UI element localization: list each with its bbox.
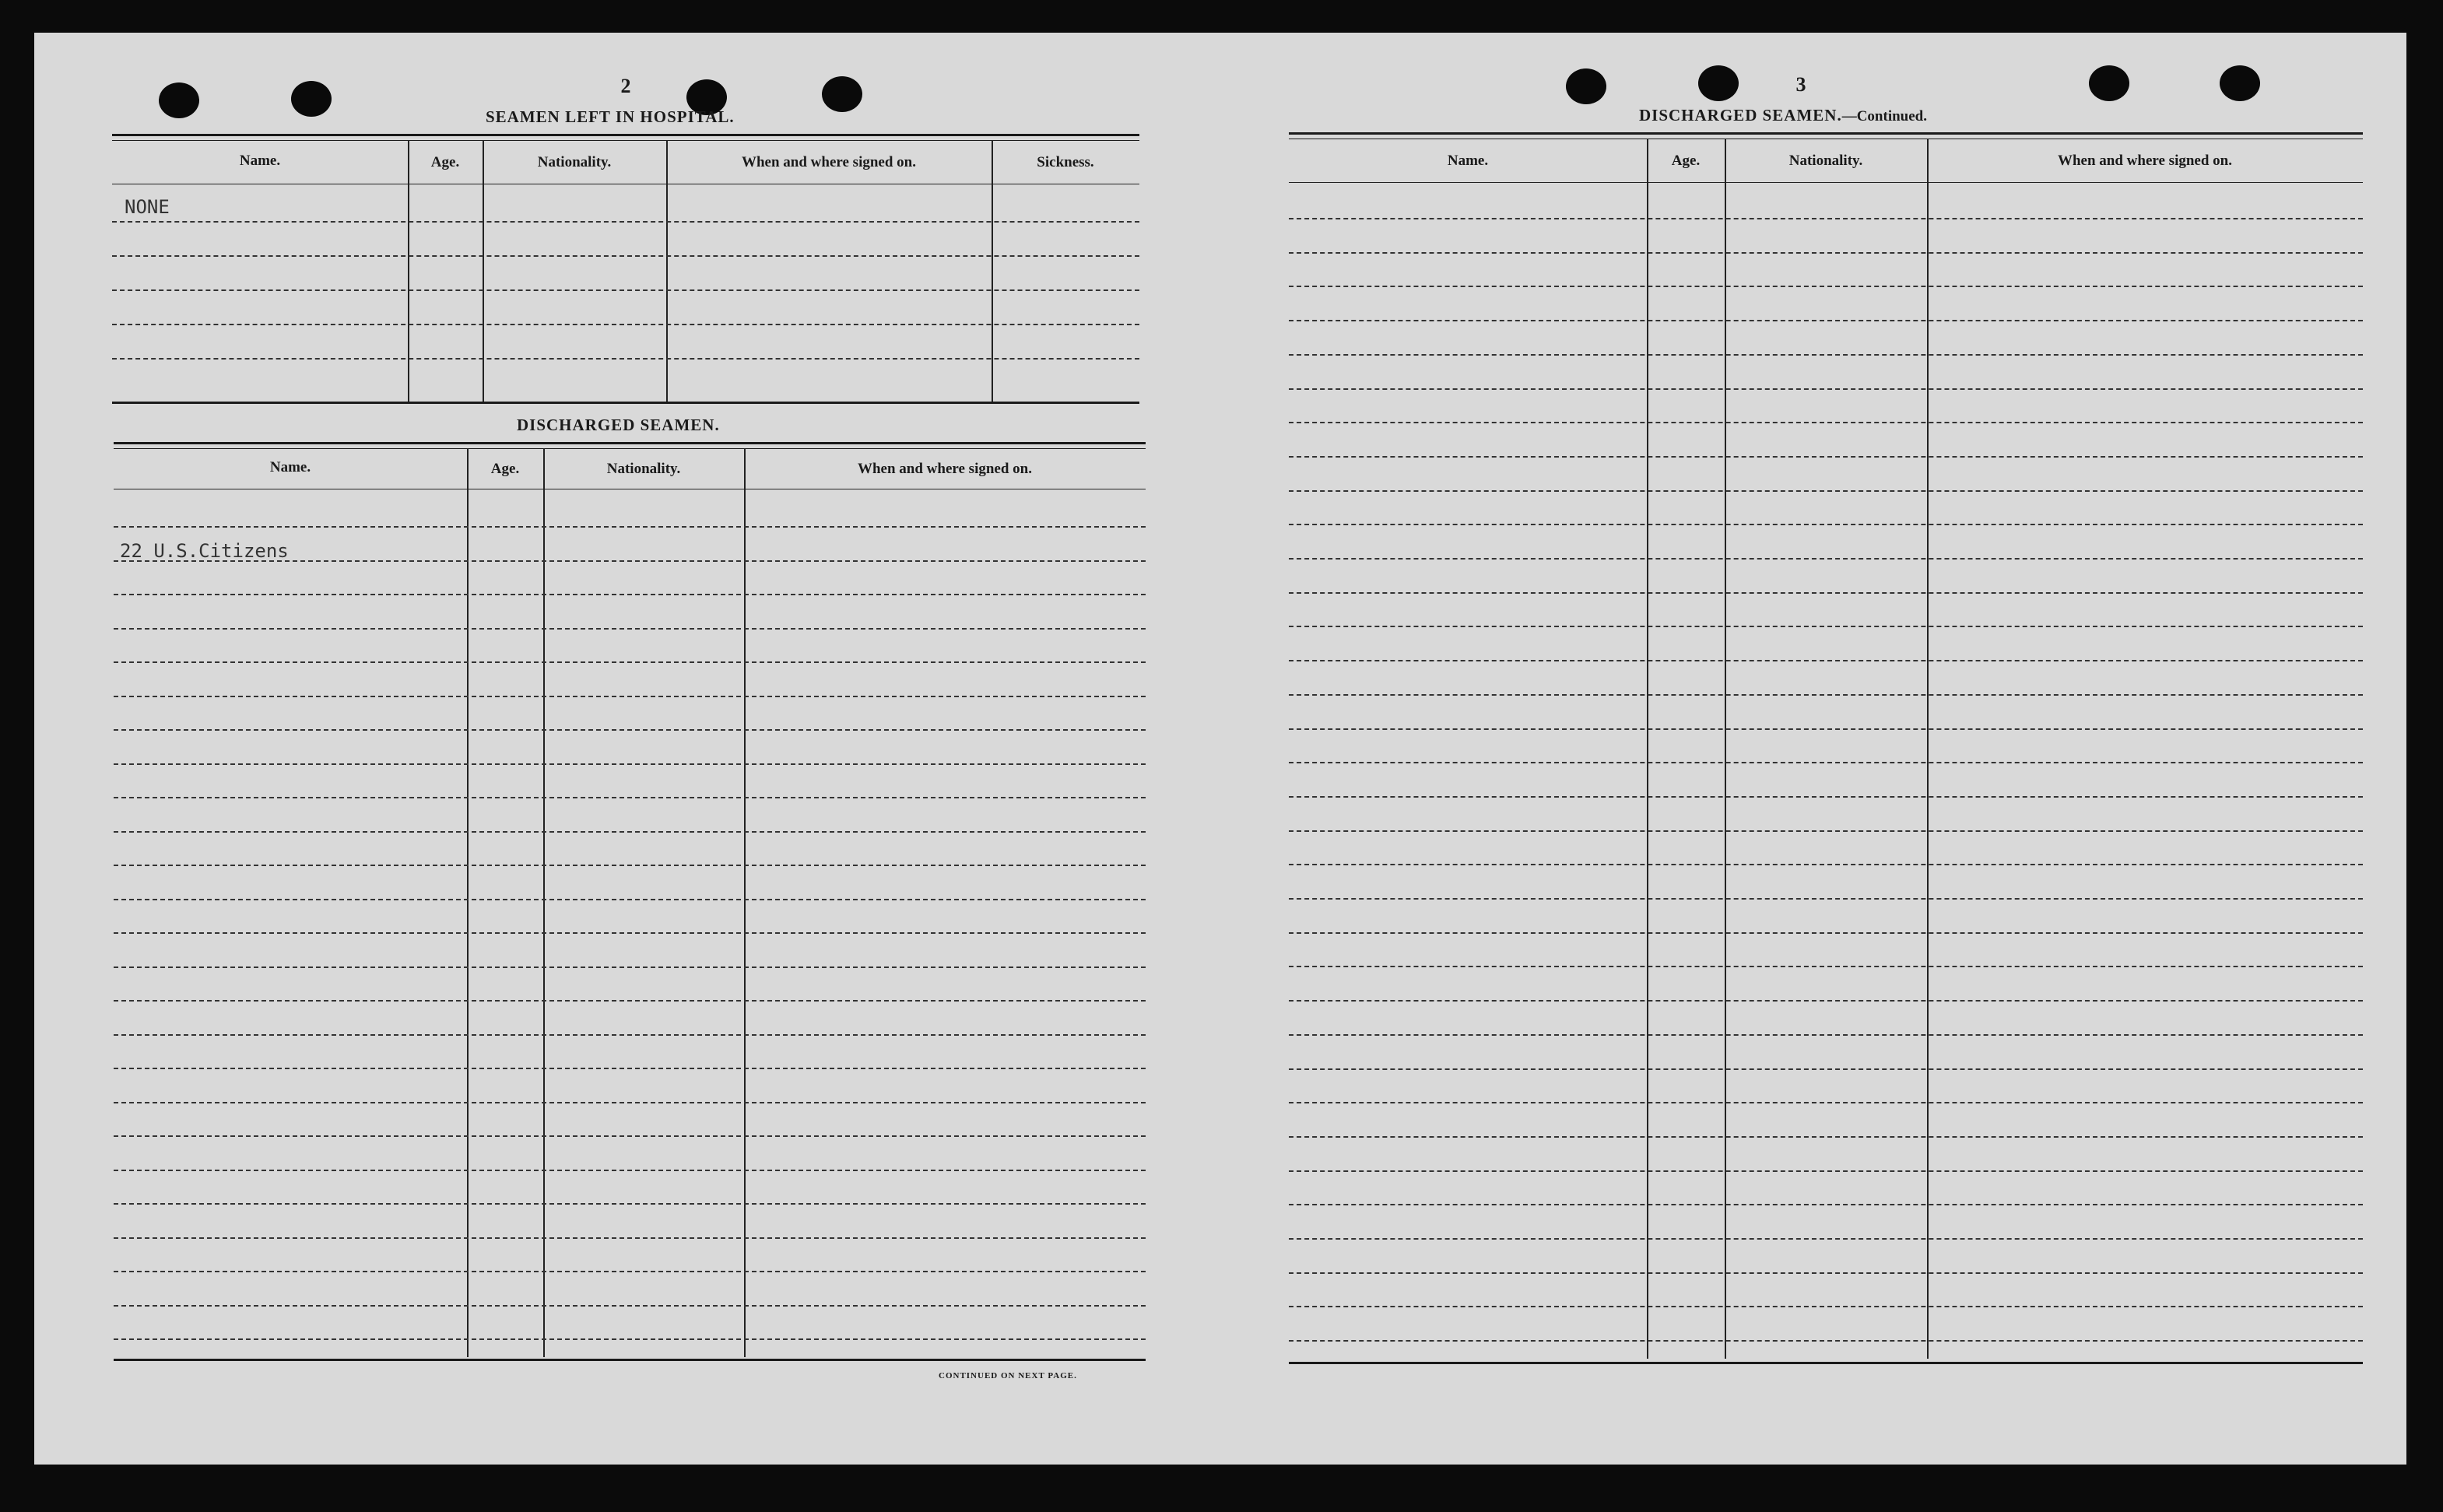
col-header-when-where: When and where signed on. (857, 461, 1032, 477)
ruled-row (114, 1271, 1146, 1272)
discharged-continued-title (1639, 106, 1927, 125)
ruled-row (1289, 524, 2363, 525)
page-number-right: 3 (1795, 73, 1806, 96)
ruled-row (114, 696, 1146, 697)
col-header-nationality: Nationality. (537, 154, 612, 170)
ruled-row (1289, 218, 2363, 219)
ruled-row (1289, 626, 2363, 627)
ruled-row (114, 1305, 1146, 1307)
ruled-row (1289, 558, 2363, 560)
ruled-row (114, 729, 1146, 731)
document-sheet (34, 33, 2406, 1465)
ruled-row (1289, 456, 2363, 458)
ruled-row (1289, 1306, 2363, 1307)
ruled-row (1289, 830, 2363, 832)
continued-note: CONTINUED ON NEXT PAGE. (939, 1371, 1077, 1380)
ruled-row (1289, 1272, 2363, 1274)
ruled-row (114, 1034, 1146, 1036)
ruled-row (1289, 490, 2363, 492)
col-header-nationality: Nationality. (1788, 153, 1863, 169)
col-header-name: Name. (269, 459, 311, 475)
ruled-row (114, 966, 1146, 968)
punch-hole (291, 81, 332, 117)
ruled-row (114, 932, 1146, 934)
punch-hole (1698, 65, 1739, 101)
ruled-row (1289, 1136, 2363, 1138)
ruled-row (1289, 1068, 2363, 1070)
col-header-sickness: Sickness. (1037, 154, 1094, 170)
punch-hole (2220, 65, 2260, 101)
ruled-row (1289, 388, 2363, 390)
ruled-row (114, 797, 1146, 798)
ruled-row (1289, 354, 2363, 356)
ruled-row (1289, 1340, 2363, 1342)
col-header-age: Age. (430, 154, 460, 170)
ruled-row (1289, 1034, 2363, 1036)
ruled-row (114, 899, 1146, 900)
punch-hole (159, 82, 199, 118)
col-header-when-where: When and where signed on. (2057, 153, 2232, 169)
discharged-table-right (1289, 132, 2363, 1368)
ruled-row (1289, 660, 2363, 661)
ruled-row (114, 1000, 1146, 1002)
col-header-age: Age. (1671, 153, 1701, 169)
ruled-row (1289, 898, 2363, 900)
discharged-table-left (114, 442, 1146, 1368)
ruled-row (114, 628, 1146, 630)
ruled-row (1289, 1238, 2363, 1240)
ruled-row (1289, 762, 2363, 763)
discharged-entry: 22 U.S.Citizens (120, 540, 289, 562)
ruled-row (114, 594, 1146, 595)
punch-hole (1566, 68, 1606, 104)
ruled-row (1289, 796, 2363, 798)
ruled-row (114, 831, 1146, 833)
ruled-row (114, 1068, 1146, 1069)
ruled-row (1289, 932, 2363, 934)
ruled-row (1289, 1204, 2363, 1205)
hospital-entry: NONE (125, 196, 170, 218)
ruled-row (114, 1135, 1146, 1137)
hospital-table (112, 134, 1139, 406)
punch-hole (2089, 65, 2129, 101)
ruled-row (1289, 1000, 2363, 1002)
ruled-row (114, 661, 1146, 663)
punch-hole (822, 76, 862, 112)
ruled-row (1289, 422, 2363, 423)
ruled-row (1289, 592, 2363, 594)
col-header-name: Name. (239, 153, 281, 169)
col-header-name: Name. (1447, 153, 1489, 169)
ruled-row (1289, 728, 2363, 730)
ruled-row (1289, 966, 2363, 967)
hospital-section-title: SEAMEN LEFT IN HOSPITAL. (486, 107, 735, 126)
ruled-row (114, 865, 1146, 866)
ruled-row (114, 526, 1146, 528)
ruled-row (1289, 864, 2363, 865)
title-continued: —Continued. (1841, 108, 1927, 125)
ruled-row (1289, 1170, 2363, 1172)
ruled-row (1289, 694, 2363, 696)
col-header-nationality: Nationality. (606, 461, 681, 477)
ruled-row (1289, 320, 2363, 321)
ruled-row (114, 1338, 1146, 1340)
ruled-row (1289, 286, 2363, 287)
page-number-left: 2 (620, 75, 631, 97)
ruled-row (114, 1170, 1146, 1171)
ruled-row (114, 1102, 1146, 1103)
ruled-row (114, 1237, 1146, 1239)
col-header-when-where: When and where signed on. (741, 154, 916, 170)
discharged-section-title: DISCHARGED SEAMEN. (517, 416, 720, 434)
ruled-row (1289, 1102, 2363, 1103)
title-main: DISCHARGED SEAMEN. (1639, 106, 1842, 125)
col-header-age: Age. (490, 461, 520, 477)
ruled-row (114, 763, 1146, 765)
ruled-row (1289, 252, 2363, 254)
ruled-row (114, 1203, 1146, 1205)
